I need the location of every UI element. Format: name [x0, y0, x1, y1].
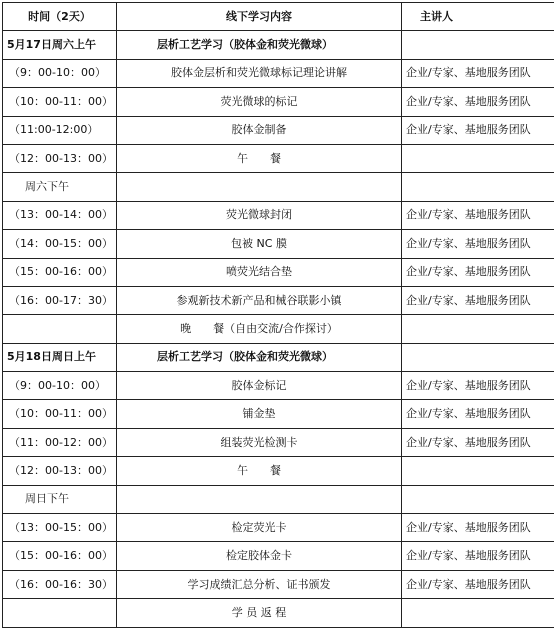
content-cell: 晚 餐（自由交流/合作探讨）: [117, 315, 402, 343]
content-cell: 荧光微球的标记: [117, 88, 402, 116]
content-cell: [117, 173, 402, 201]
time-cell: （11:00-12:00）: [3, 116, 117, 144]
content-cell: 包被 NC 膜: [117, 230, 402, 258]
speaker-cell: 企业/专家、基地服务团队: [402, 201, 554, 229]
speaker-cell: [402, 343, 554, 371]
time-cell: 5月18日周日上午: [3, 343, 117, 371]
content-cell: 铺金垫: [117, 400, 402, 428]
table-row: [3, 116, 554, 144]
time-cell: [3, 315, 117, 343]
time-cell: （9：00-10：00）: [3, 59, 117, 87]
content-cell: 荧光微球封闭: [117, 201, 402, 229]
table-row: [3, 428, 554, 456]
table-row: [3, 230, 554, 258]
content-cell: 参观新技术新产品和械谷联影小镇: [117, 286, 402, 314]
time-cell: 周六下午: [3, 173, 117, 201]
speaker-cell: [402, 31, 554, 59]
speaker-cell: 企业/专家、基地服务团队: [402, 286, 554, 314]
content-cell: 检定荧光卡: [117, 514, 402, 542]
speaker-cell: 企业/专家、基地服务团队: [402, 428, 554, 456]
table-row: [3, 514, 554, 542]
time-cell: （10：00-11：00）: [3, 88, 117, 116]
content-cell: 胶体金标记: [117, 372, 402, 400]
content-cell: 层析工艺学习（胶体金和荧光微球）: [117, 31, 402, 59]
time-cell: （12：00-13：00）: [3, 144, 117, 172]
header-content: 线下学习内容: [117, 3, 402, 31]
time-cell: （11：00-12：00）: [3, 428, 117, 456]
speaker-cell: 企业/专家、基地服务团队: [402, 230, 554, 258]
schedule-table: [2, 2, 554, 628]
speaker-cell: 企业/专家、基地服务团队: [402, 400, 554, 428]
speaker-cell: [402, 599, 554, 627]
table-row: [3, 542, 554, 570]
time-cell: （10：00-11：00）: [3, 400, 117, 428]
speaker-cell: [402, 144, 554, 172]
content-cell: 学习成绩汇总分析、证书颁发: [117, 570, 402, 598]
speaker-cell: 企业/专家、基地服务团队: [402, 258, 554, 286]
time-cell: （13：00-14：00）: [3, 201, 117, 229]
content-cell: 胶体金制备: [117, 116, 402, 144]
time-cell: 5月17日周六上午: [3, 31, 117, 59]
table-row: [3, 88, 554, 116]
speaker-cell: 企业/专家、基地服务团队: [402, 59, 554, 87]
time-cell: （16：00-16：30）: [3, 570, 117, 598]
content-cell: 检定胶体金卡: [117, 542, 402, 570]
table-row: [3, 485, 554, 513]
header-time: 时间（2天）: [3, 3, 117, 31]
speaker-cell: [402, 457, 554, 485]
time-cell: [3, 599, 117, 627]
content-cell: 午 餐: [117, 144, 402, 172]
table-row: [3, 343, 554, 371]
table-row: [3, 599, 554, 627]
table-row: [3, 201, 554, 229]
table-row: [3, 315, 554, 343]
content-cell: 层析工艺学习（胶体金和荧光微球）: [117, 343, 402, 371]
speaker-cell: [402, 485, 554, 513]
time-cell: （12：00-13：00）: [3, 457, 117, 485]
speaker-cell: 企业/专家、基地服务团队: [402, 116, 554, 144]
content-cell: 喷荧光结合垫: [117, 258, 402, 286]
header-speaker: 主讲人: [402, 3, 554, 31]
speaker-cell: 企业/专家、基地服务团队: [402, 542, 554, 570]
table-row: [3, 286, 554, 314]
content-cell: 学 员 返 程: [117, 599, 402, 627]
time-cell: （15：00-16：00）: [3, 258, 117, 286]
speaker-cell: [402, 173, 554, 201]
table-row: [3, 173, 554, 201]
speaker-cell: 企业/专家、基地服务团队: [402, 570, 554, 598]
content-cell: 午 餐: [117, 457, 402, 485]
table-row: [3, 372, 554, 400]
time-cell: （15：00-16：00）: [3, 542, 117, 570]
content-cell: [117, 485, 402, 513]
schedule-body: [3, 31, 554, 627]
speaker-cell: 企业/专家、基地服务团队: [402, 88, 554, 116]
time-cell: （16：00-17：30）: [3, 286, 117, 314]
table-row: [3, 144, 554, 172]
speaker-cell: 企业/专家、基地服务团队: [402, 372, 554, 400]
time-cell: （14：00-15：00）: [3, 230, 117, 258]
time-cell: （13：00-15：00）: [3, 514, 117, 542]
time-cell: （9：00-10：00）: [3, 372, 117, 400]
table-header-row: [3, 3, 554, 31]
speaker-cell: [402, 315, 554, 343]
table-row: [3, 570, 554, 598]
speaker-cell: 企业/专家、基地服务团队: [402, 514, 554, 542]
table-row: [3, 400, 554, 428]
table-row: [3, 59, 554, 87]
table-row: [3, 457, 554, 485]
content-cell: 组装荧光检测卡: [117, 428, 402, 456]
table-row: [3, 31, 554, 59]
table-row: [3, 258, 554, 286]
content-cell: 胶体金层析和荧光微球标记理论讲解: [117, 59, 402, 87]
time-cell: 周日下午: [3, 485, 117, 513]
